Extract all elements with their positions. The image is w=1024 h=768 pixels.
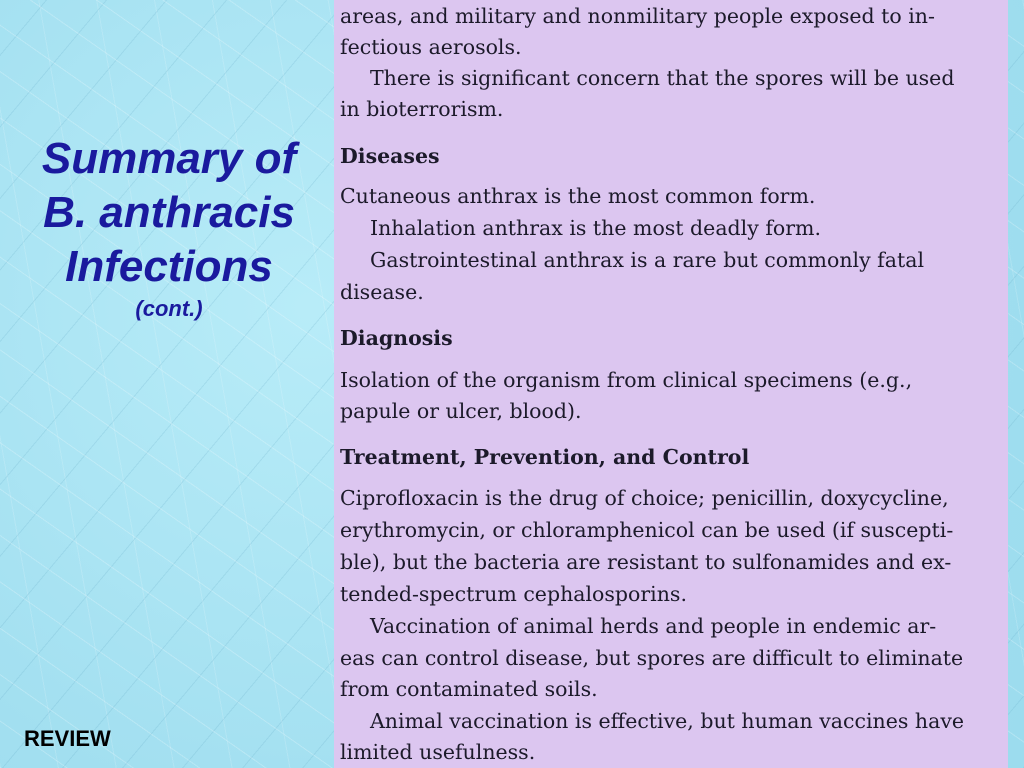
text-line: Cutaneous anthrax is the most common form. [340, 184, 816, 208]
text-line: eas can control disease, but spores are difficult to eliminate [340, 646, 964, 670]
text-line: erythromycin, or chloramphenicol can be used (if suscepti- [340, 518, 954, 542]
text-line: Inhalation anthrax is the most deadly form. [370, 216, 821, 240]
textbook-excerpt [334, 0, 1008, 768]
text-line: Ciprofloxacin is the drug of choice; penicillin, doxycycline, [340, 486, 949, 510]
text-line: ble), but the bacteria are resistant to sulfonamides and ex- [340, 550, 952, 574]
slide-title [8, 132, 330, 324]
text-line: disease. [340, 280, 424, 304]
text-line: Animal vaccination is effective, but human vaccines have [370, 709, 965, 733]
text-line: There is significant concern that the spores will be used [370, 66, 955, 90]
section-heading-treatment: Treatment, Prevention, and Control [340, 445, 750, 469]
text-line: fectious aerosols. [340, 35, 522, 59]
text-line: in bioterrorism. [340, 97, 504, 121]
text-line: areas, and military and nonmilitary people exposed to in- [340, 4, 935, 28]
text-line: Isolation of the organism from clinical specimens (e.g., [340, 368, 913, 392]
section-heading-diseases: Diseases [340, 144, 440, 168]
text-line: limited usefulness. [340, 740, 536, 764]
section-heading-diagnosis: Diagnosis [340, 326, 453, 350]
text-line: from contaminated soils. [340, 677, 598, 701]
text-line: papule or ulcer, blood). [340, 399, 582, 423]
title-line-3: Infections [65, 242, 273, 291]
review-label: REVIEW [24, 726, 111, 751]
text-line: Gastrointestinal anthrax is a rare but commonly fatal [370, 248, 925, 272]
text-line: Vaccination of animal herds and people in endemic ar- [370, 614, 937, 638]
title-line-2: B. anthracis [43, 188, 295, 237]
text-line: tended-spectrum cephalosporins. [340, 582, 687, 606]
title-line-1: Summary of [41, 134, 297, 183]
title-subtitle: (cont.) [135, 296, 203, 321]
